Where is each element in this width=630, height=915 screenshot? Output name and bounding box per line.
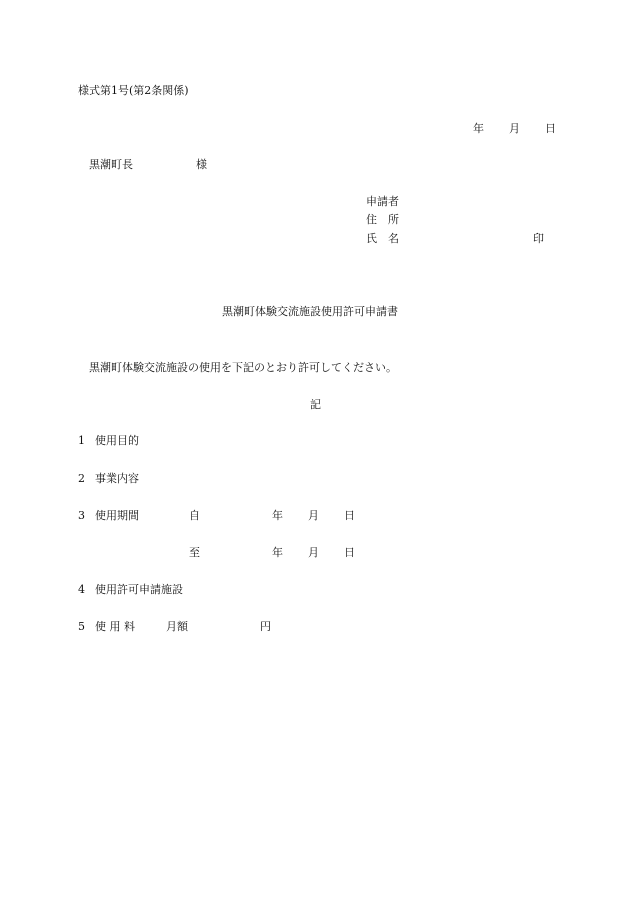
item-1-number: 1	[78, 434, 85, 447]
fee-currency-label: 円	[260, 620, 271, 633]
item-1-label: 使用目的	[95, 434, 139, 447]
addressee-name: 黒潮町長	[89, 158, 133, 171]
fee-monthly-label: 月額	[166, 620, 188, 633]
document-title: 黒潮町体験交流施設使用許可申請書	[222, 305, 398, 318]
item-4-label: 使用許可申請施設	[95, 583, 183, 596]
period-from-month: 月	[308, 509, 319, 522]
applicant-address-label: 住 所	[366, 213, 399, 226]
period-from-day: 日	[344, 509, 355, 522]
addressee-honorific: 様	[196, 158, 207, 171]
applicant-name-label: 氏 名	[366, 232, 399, 245]
item-5-label: 使 用 料	[95, 620, 135, 633]
form-number: 様式第1号(第2条関係)	[78, 84, 189, 97]
item-3-number: 3	[78, 509, 85, 522]
applicant-label: 申請者	[366, 195, 399, 208]
item-3-label: 使用期間	[95, 509, 139, 522]
item-2-number: 2	[78, 472, 85, 485]
request-body-text: 黒潮町体験交流施設の使用を下記のとおり許可してください。	[89, 361, 397, 374]
item-2-label: 事業内容	[95, 472, 139, 485]
date-day-label: 日	[545, 122, 556, 135]
item-5-number: 5	[78, 620, 85, 633]
seal-mark: 印	[533, 232, 544, 245]
period-to-day: 日	[344, 546, 355, 559]
period-from-label: 自	[189, 509, 200, 522]
period-from-year: 年	[272, 509, 283, 522]
ki-heading: 記	[310, 398, 321, 411]
period-to-label: 至	[189, 546, 200, 559]
date-month-label: 月	[509, 122, 520, 135]
period-to-year: 年	[272, 546, 283, 559]
date-year-label: 年	[473, 122, 484, 135]
item-4-number: 4	[78, 583, 85, 596]
period-to-month: 月	[308, 546, 319, 559]
